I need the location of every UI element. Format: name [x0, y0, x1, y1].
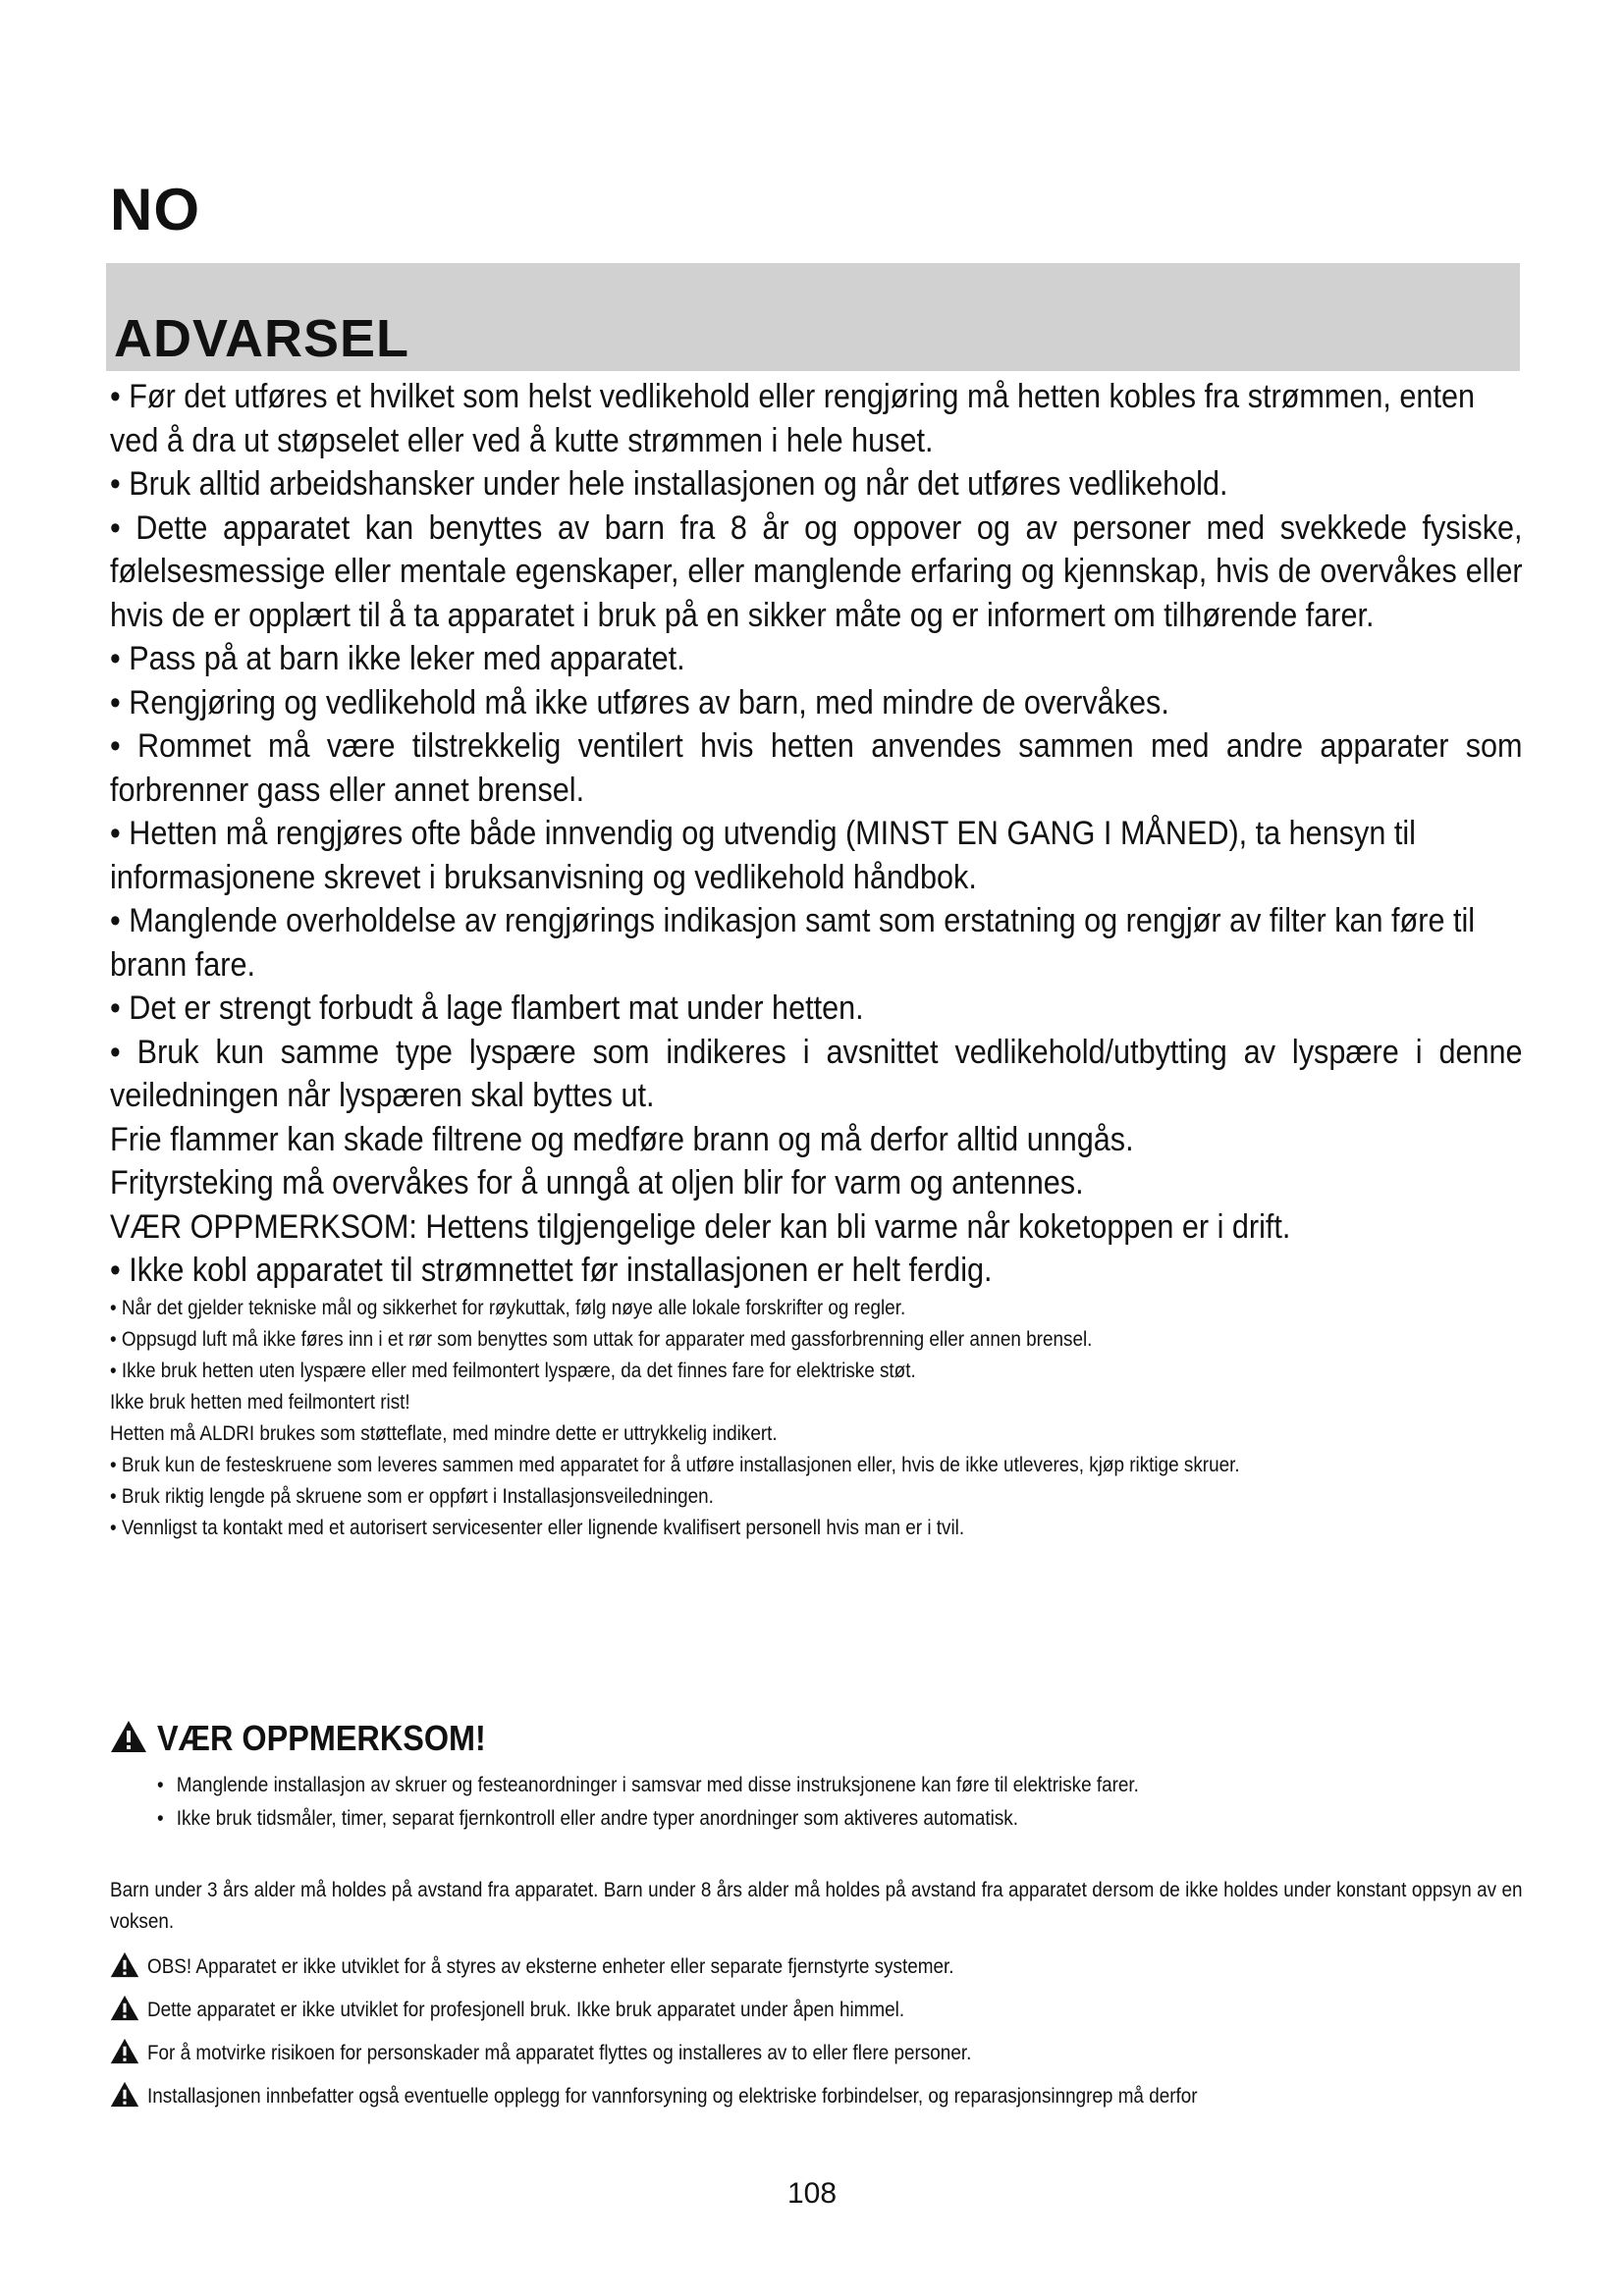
warning-detail: • Bruk riktig lengde på skruene som er oppført i Installasjonsveiledningen. [110, 1484, 714, 1508]
caution-list [110, 1769, 1524, 1836]
page-number: 108 [786, 2177, 838, 2210]
warning-detail: Ikke bruk hetten med feilmontert rist! [110, 1390, 410, 1414]
warning-item: • Pass på at barn ikke leker med apparatet. [110, 640, 685, 677]
page-heading: ADVARSEL [114, 309, 410, 368]
warning-triangle-icon [110, 1995, 139, 2026]
notes-section [110, 1875, 1524, 2118]
caution-section [110, 1718, 1524, 1836]
warning-item: • Ikke kobl apparatet til strømnettet før installasjonen er helt ferdig. [110, 1252, 993, 1289]
warning-item: VÆR OPPMERKSOM: Hettens tilgjengelige deler kan bli varme når koketoppen er i drift. [110, 1207, 1291, 1246]
warning-detail: • Ikke bruk hetten uten lyspære eller med feilmontert lyspære, da det finnes fare for elektriske støt. [110, 1359, 916, 1382]
children-note: Barn under 3 års alder må holdes på avstand fra apparatet. Barn under 8 års alder må holdes på avstand fra apparatet dersom de ikke holdes under konstant oppsyn av en voksen. [110, 1879, 1523, 1933]
heading-banner [106, 263, 1520, 371]
warning-item: Frie flammer kan skade filtrene og medføre brann og må derfor alltid unngås. [110, 1120, 1134, 1158]
note-row [110, 1989, 1524, 2032]
warning-triangle-icon [110, 2081, 139, 2112]
warning-item: • Bruk alltid arbeidshansker under hele installasjonen og når det utføres vedlikehold. [110, 465, 1228, 503]
note-row [110, 2032, 1524, 2075]
warning-item: • Rommet må være tilstrekkelig ventilert hvis hetten anvendes sammen med andre apparater som forbrenner gass eller annet brensel. [110, 727, 1523, 809]
caution-item: • Manglende installasjon av skruer og festeanordninger i samsvar med disse instruksjonene kan føre til elektriske farer. [157, 1769, 1542, 1802]
note-text: Dette apparatet er ikke utviklet for profesjonell bruk. Ikke bruk apparatet under åpen himmel. [147, 1999, 905, 2021]
warning-triangle-icon [110, 2038, 139, 2069]
warning-item: • Bruk kun samme type lyspære som indikeres i avsnittet vedlikehold/utbytting av lyspære i denne veiledningen når lyspæren skal byttes ut. [110, 1033, 1523, 1114]
note-row [110, 2075, 1524, 2118]
warning-item: • Det er strengt forbudt å lage flambert mat under hetten. [110, 989, 864, 1027]
warning-item: • Rengjøring og vedlikehold må ikke utføres av barn, med mindre de overvåkes. [110, 683, 1169, 721]
note-text: For å motvirke risikoen for personskader må apparatet flyttes og installeres av to eller flere personer. [147, 2042, 972, 2064]
warning-item: • Før det utføres et hvilket som helst vedlikehold eller rengjøring må hetten kobles fra strømmen, enten ved å dra ut støpselet eller ved å kutte strømmen i hele huset. [110, 378, 1475, 459]
warning-detail: • Vennligst ta kontakt med et autorisert servicesenter eller lignende kvalifisert personell hvis man er i tvil. [110, 1516, 965, 1539]
language-code: NO [110, 177, 200, 242]
note-text: OBS! Apparatet er ikke utviklet for å styres av eksterne enheter eller separate fjernstyrte systemer. [147, 1955, 954, 1978]
caution-title: VÆR OPPMERKSOM! [157, 1718, 486, 1758]
caution-item: • Ikke bruk tidsmåler, timer, separat fjernkontroll eller andre typer anordninger som aktiveres automatisk. [157, 1802, 1542, 1836]
warnings-section [110, 375, 1524, 1544]
warning-detail: • Når det gjelder tekniske mål og sikkerhet for røykuttak, følg nøye alle lokale forskrifter og regler. [110, 1296, 906, 1319]
warning-item: • Hetten må rengjøres ofte både innvendig og utvendig (MINST EN GANG I MÅNED), ta hensyn til informasjonene skrevet i bruksanvisning og vedlikehold håndbok. [110, 815, 1416, 896]
warning-triangle-icon [110, 1720, 147, 1758]
note-row [110, 1946, 1524, 1989]
warning-item: Frityrsteking må overvåkes for å unngå at oljen blir for varm og antennes. [110, 1164, 1084, 1201]
warning-detail: • Oppsugd luft må ikke føres inn i et rør som benyttes som uttak for apparater med gassforbrenning eller annen brensel. [110, 1327, 1093, 1351]
warning-detail: • Bruk kun de festeskruene som leveres sammen med apparatet for å utføre installasjonen eller, hvis de ikke utleveres, kjøp riktige skruer. [110, 1453, 1240, 1476]
warning-item: • Dette apparatet kan benyttes av barn fra 8 år og oppover og av personer med svekkede fysiske, følelsesmessige eller mentale egenskaper, eller manglende erfaring og kjennskap, hvis de overvåkes eller hvis de er opplært til å ta apparatet i bruk på en sikker måte og er informert om tilhørende farer. [110, 508, 1523, 634]
warning-detail: Hetten må ALDRI brukes som støtteflate, med mindre dette er uttrykkelig indikert. [110, 1421, 778, 1445]
note-text: Installasjonen innbefatter også eventuelle opplegg for vannforsyning og elektriske forbindelser, og reparasjonsinngrep må derfor [147, 2085, 1198, 2108]
caution-header [110, 1718, 1524, 1759]
warning-triangle-icon [110, 1951, 139, 1983]
warning-item: • Manglende overholdelse av rengjørings indikasjon samt som erstatning og rengjør av filter kan føre til brann fare. [110, 902, 1476, 984]
